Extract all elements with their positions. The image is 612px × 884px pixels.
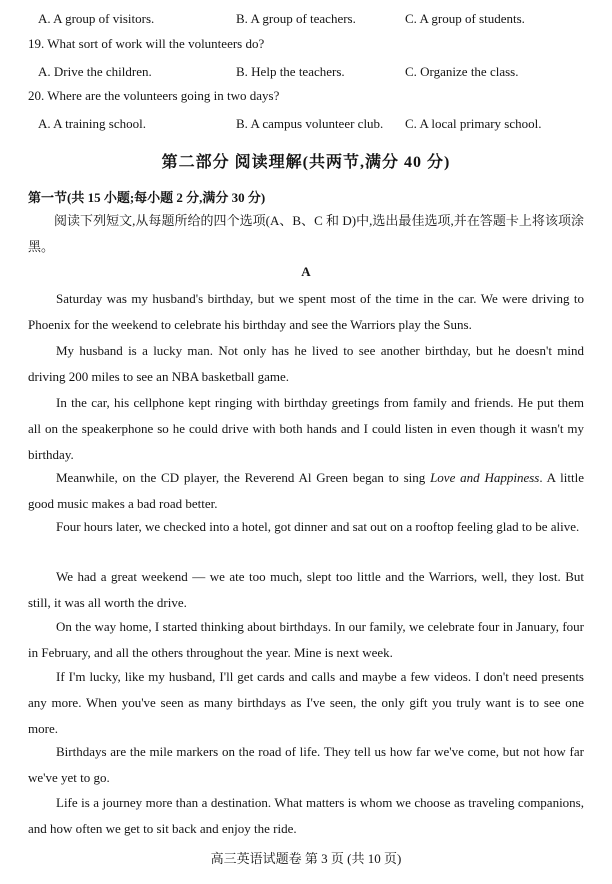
paragraph-7: On the way home, I started thinking about birthdays. In our family, we celebrate four in January, four in February, and all the others throughout the year. Mine is next week.: [28, 619, 584, 660]
paragraph-9: Birthdays are the mile markers on the road of life. They tell us how far we've come, but not how far we've yet to go.: [28, 744, 584, 785]
passage-label: A: [301, 264, 311, 279]
section1-title: 第一节(共 15 小题;每小题 2 分,满分 30 分): [28, 190, 266, 205]
paragraph-4-text-end: . A little good music makes a bad road better.: [28, 470, 584, 511]
q20-option-c: C. A local primary school.: [405, 116, 542, 131]
q20-option-a: A. A training school.: [38, 116, 146, 131]
q19-options-row: [0, 62, 612, 82]
q20-question: 20. Where are the volunteers going in two days?: [28, 88, 280, 103]
paragraph-4: [28, 465, 584, 517]
part2-title: 第二部分 阅读理解(共两节,满分 40 分): [161, 154, 451, 171]
q18-option-a: A. A group of visitors.: [38, 11, 155, 26]
q19-option-c: C. Organize the class.: [405, 64, 519, 79]
paragraph-1: Saturday was my husband's birthday, but we spent most of the time in the car. We were driving to Phoenix for the weekend to celebrate his birthday and see the Warriors play the Suns.: [28, 291, 584, 332]
paragraph-3: In the car, his cellphone kept ringing with birthday greetings from family and friends. He put them all on the speakerphone so he could drive with both hands and I could listen in even though it wasn't my birthday.: [28, 395, 584, 462]
q19-option-b: B. Help the teachers.: [236, 64, 345, 79]
q18-option-c: C. A group of students.: [405, 11, 525, 26]
paragraph-2: My husband is a lucky man. Not only has he lived to see another birthday, but he doesn't mind driving 200 miles to see an NBA basketball game.: [28, 343, 584, 384]
paragraph-5: Four hours later, we checked into a hotel, got dinner and sat out on a rooftop feeling glad to be alive.: [56, 519, 580, 534]
q19-option-a: A. Drive the children.: [38, 64, 152, 79]
page-footer: 高三英语试题卷 第 3 页 (共 10 页): [210, 851, 402, 866]
q19-question: 19. What sort of work will the volunteers do?: [28, 36, 265, 51]
paragraph-10: Life is a journey more than a destination. What matters is whom we choose as traveling companions, and how often we get to sit back and enjoy the ride.: [28, 795, 584, 836]
q18-option-b: B. A group of teachers.: [236, 11, 356, 26]
q18-options-row: [0, 9, 612, 29]
q20-options-row: [0, 114, 612, 134]
paragraph-4-text-start: Meanwhile, on the CD player, the Reverend Al Green began to sing: [56, 470, 431, 485]
instructions: 阅读下列短文,从每题所给的四个选项(A、B、C 和 D)中,选出最佳选项,并在答题卡上将该项涂黑。: [28, 213, 584, 254]
paragraph-6: We had a great weekend — we ate too much, slept too little and the Warriors, well, they lost. But still, it was all worth the drive.: [28, 569, 584, 610]
paragraph-8: If I'm lucky, like my husband, I'll get cards and calls and maybe a few videos. I don't need presents any more. When you've seen as many birthdays as I've seen, the only gift you truly want is to see one more.: [28, 669, 584, 736]
song-title: Love and Happiness: [430, 470, 540, 485]
q20-option-b: B. A campus volunteer club.: [236, 116, 384, 131]
